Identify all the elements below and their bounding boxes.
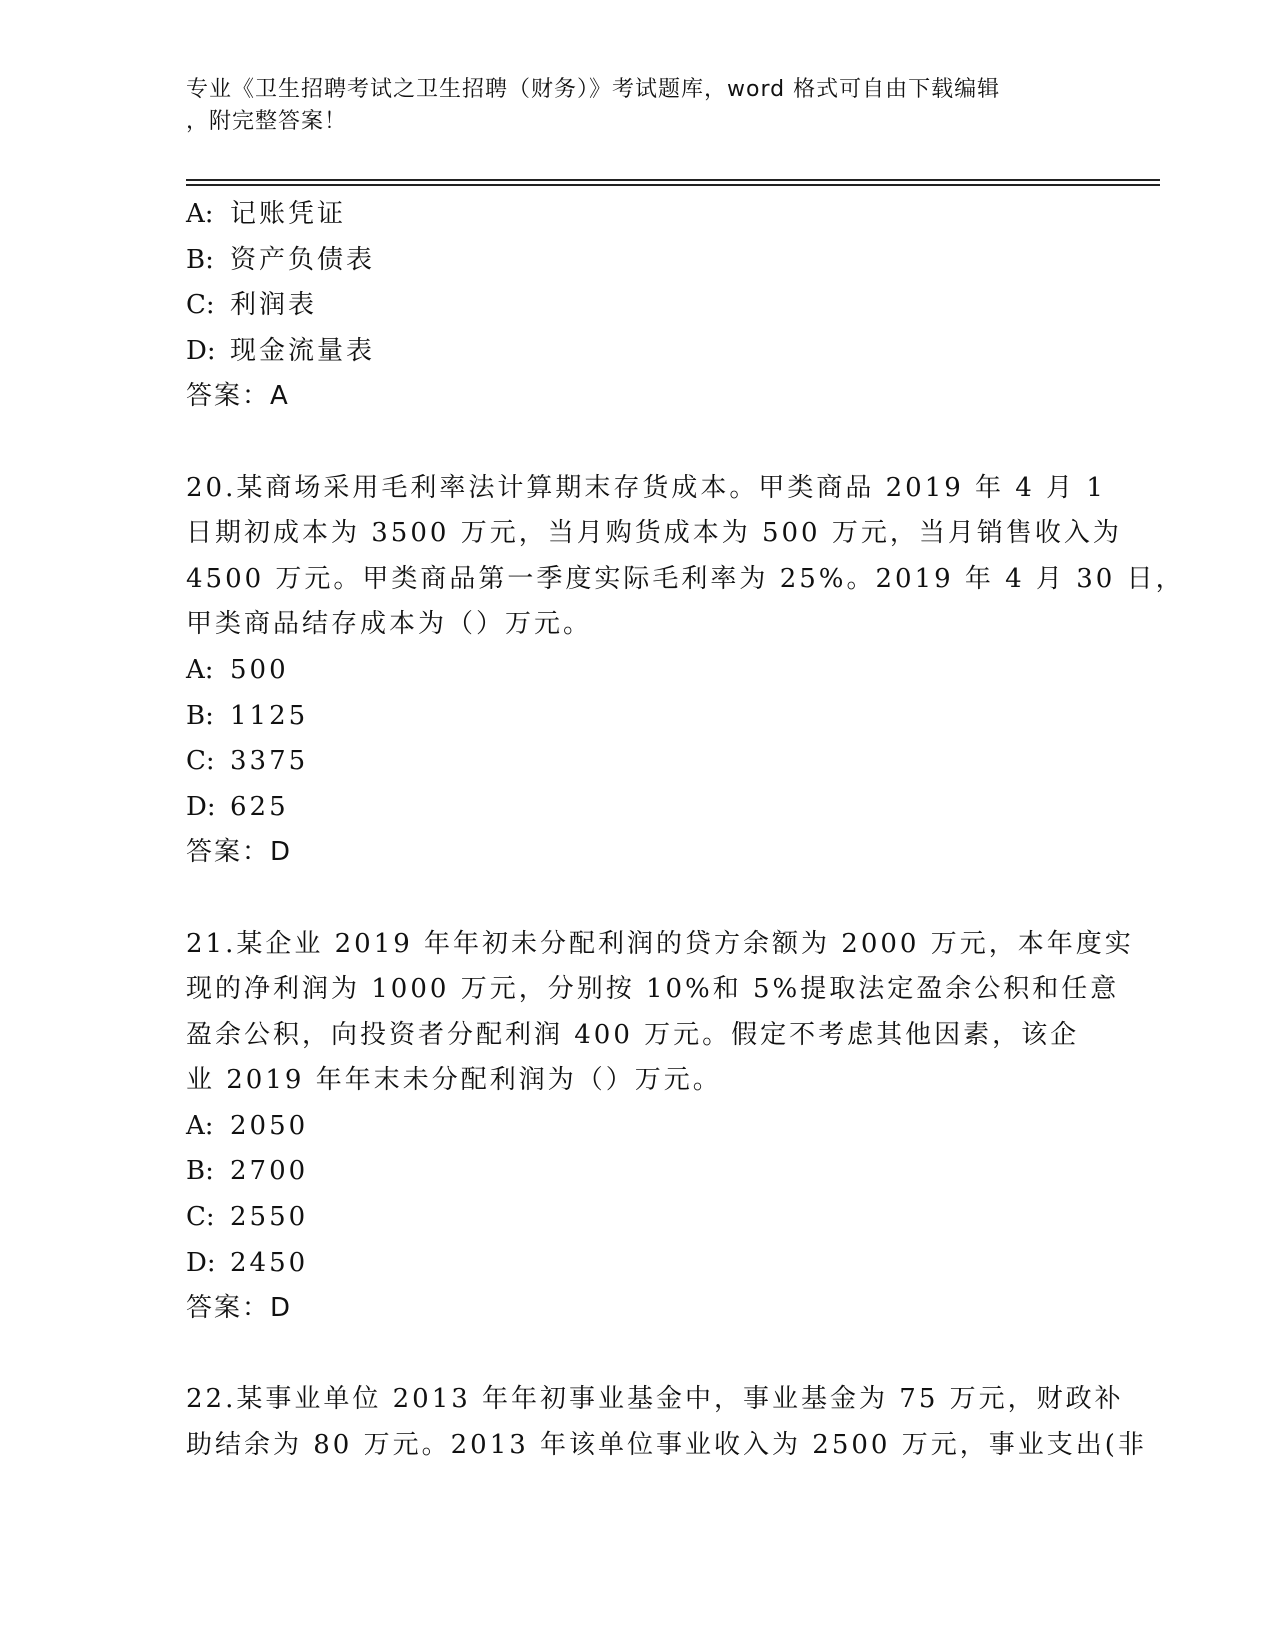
option-d [186,785,1086,831]
option-a [186,192,1086,238]
option-label: D: [186,1247,216,1278]
option-label: C: [186,1202,215,1233]
question-20-answer: 答案：D [186,837,293,868]
question-stem-line: 22.某事业单位 2013 年年初事业基金中，事业基金为 75 万元，财政补 [186,1384,1124,1415]
question-stem-line: 助结余为 80 万元。2013 年该单位事业收入为 2500 万元，事业支出(非 [186,1430,1147,1461]
option-text: 2450 [230,1247,309,1278]
option-text: 现金流量表 [230,335,376,366]
question-stem-line: 业 2019 年年末未分配利润为（）万元。 [186,1065,722,1096]
option-text: 利润表 [230,290,318,321]
question-list [186,192,1185,1469]
question-19-options [186,192,1086,374]
option-text: 3375 [230,746,309,777]
question-stem-line: 盈余公积，向投资者分配利润 400 万元。假定不考虑其他因素，该企 [186,1019,1080,1050]
option-text: 资产负债表 [230,244,376,275]
option-c [186,739,1086,785]
question-stem-line: 20.某商场采用毛利率法计算期末存货成本。甲类商品 2019 年 4 月 1 [186,472,1106,503]
option-d [186,1241,1086,1287]
question-stem-line: 现的净利润为 1000 万元，分别按 10%和 5%提取法定盈余公积和任意 [186,974,1120,1005]
spacer [186,876,1086,922]
option-label: B: [186,244,214,275]
option-text: 记账凭证 [230,199,347,229]
spacer [186,420,1086,466]
option-text: 500 [230,654,289,685]
option-label: A: [186,199,214,229]
header-line-1: 专业《卫生招聘考试之卫生招聘（财务）》考试题库，word 格式可自由下载编辑 [186,77,1001,102]
question-stem-line: 日期初成本为 3500 万元，当月购货成本为 500 万元，当月销售收入为 [186,518,1122,549]
option-text: 2550 [230,1202,309,1233]
question-22 [186,1377,1147,1468]
header-divider-bottom [186,184,1160,186]
option-b [186,694,1086,740]
question-21 [186,922,1134,1332]
option-label: B: [186,1156,214,1187]
question-stem-line: 甲类商品结存成本为（）万元。 [186,609,593,640]
header-divider-top [186,179,1160,181]
option-label: A: [186,1110,214,1141]
option-text: 2700 [230,1156,309,1187]
header-line-2: ，附完整答案！ [186,109,348,134]
spacer [186,1332,1086,1378]
question-20 [186,466,1185,876]
option-text: 2050 [230,1110,309,1141]
option-label: B: [186,700,214,731]
option-label: C: [186,290,215,321]
option-c [186,1195,1086,1241]
document-header [186,74,1066,138]
option-a [186,648,1086,694]
option-a [186,1104,1086,1150]
question-stem-line: 4500 万元。甲类商品第一季度实际毛利率为 25%。2019 年 4 月 30 日， [186,563,1185,594]
option-b [186,238,1086,284]
option-d [186,329,1086,375]
option-text: 1125 [230,700,309,731]
option-label: C: [186,746,215,777]
option-label: D: [186,335,216,366]
option-c [186,283,1086,329]
question-stem-line: 21.某企业 2019 年年初未分配利润的贷方余额为 2000 万元，本年度实 [186,928,1134,959]
option-label: A: [186,654,214,685]
option-label: D: [186,791,216,822]
question-21-answer: 答案：D [186,1293,293,1324]
question-19-answer: 答案：A [186,381,290,412]
option-text: 625 [230,791,289,822]
option-b [186,1149,1086,1195]
